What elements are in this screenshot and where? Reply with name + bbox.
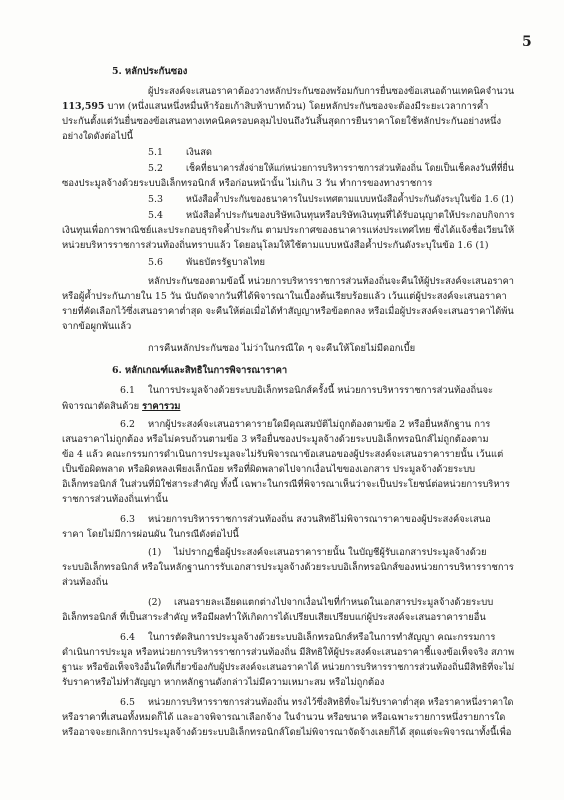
guarantee-amount: 113,595 (62, 101, 105, 112)
item-6-3-sub2-number: (2) (148, 597, 162, 608)
item-6-3-sub1-text: ส่วนท้องถิ่น (62, 577, 108, 588)
item-6-4-number: 6.4 (120, 632, 135, 643)
item-6-3-sub2-text: เสนอรายละเอียดแตกต่างไปจากเงื่อนไขที่กำหนดในเอกสารประมูลจ้างด้วยระบบ (174, 597, 494, 608)
no-interest-note: การคืนหลักประกันซอง ไม่ว่าในกรณีใด ๆ จะคืนให้โดยไม่มีดอกเบี้ย (148, 343, 416, 354)
page-number: 5 (522, 34, 532, 50)
return-paragraph-line: หลักประกันซองตามข้อนี้ หน่วยการบริหารราชการส่วนท้องถิ่นจะคืนให้ผู้ประสงค์จะเสนอราคา (148, 276, 514, 287)
item-6-2-text: หากผู้ประสงค์จะเสนอราคารายใดมีคุณสมบัติไม่ถูกต้องตามข้อ 2 หรือยื่นหลักฐาน การ (148, 419, 491, 430)
item-5-3-number: 5.3 (148, 194, 163, 205)
total-price-criterion: ราคารวม (142, 401, 181, 412)
item-5-6-text: พันธบัตรรัฐบาลไทย (186, 257, 265, 268)
item-5-2-number: 5.2 (148, 163, 163, 174)
return-paragraph-line: รายที่คัดเลือกไว้ซึ่งเสนอราคาต่ำสุด จะคืนให้ต่อเมื่อได้ทำสัญญาหรือข้อตกลง หรือเมื่อผู้ประสงค์จะเสนอราคาได้พ้น (62, 306, 514, 317)
item-6-1-text: ในการประมูลจ้างด้วยระบบอิเล็กทรอนิกส์ครั้งนี้ หน่วยการบริหารราชการส่วนท้องถิ่นจะ (148, 385, 494, 396)
item-6-1-number: 6.1 (120, 385, 135, 396)
section-5-intro-line: อย่างใดดังต่อไปนี้ (62, 131, 134, 142)
item-5-6-number: 5.6 (148, 257, 163, 268)
item-6-3-number: 6.3 (120, 514, 135, 525)
item-6-2-text: เสนอราคาไม่ถูกต้อง หรือไม่ครบถ้วนตามข้อ 3 หรือยื่นซองประมูลจ้างด้วยระบบอิเล็กทรอนิกส์ไม่ถูกต้องตาม (62, 434, 489, 445)
item-6-5-text: หรือราคาที่เสนอทั้งหมดก็ได้ และอาจพิจารณาเลือกจ้าง ในจำนวน หรือขนาด หรือเฉพาะรายการหนึ่งรายการใด (62, 712, 506, 723)
item-6-5-number: 6.5 (120, 697, 135, 708)
item-6-4-text: ในการตัดสินการประมูลจ้างด้วยระบบอิเล็กทรอนิกส์หรือในการทำสัญญา คณะกรรมการ (148, 632, 496, 643)
item-6-3-sub1-text: ไม่ปรากฏชื่อผู้ประสงค์จะเสนอราคารายนั้น ในบัญชีผู้รับเอกสารประมูลจ้างด้วย (174, 547, 487, 558)
item-6-3-sub1-number: (1) (148, 547, 162, 558)
item-6-4-text: ฐานะ หรือข้อเท็จจริงอื่นใดที่เกี่ยวข้องกับผู้ประสงค์จะเสนอราคาได้ หน่วยการบริหารราชการส่วนท้องถิ่นมีสิทธิที่จะไม่ (62, 662, 515, 673)
item-6-2-number: 6.2 (120, 419, 135, 430)
item-5-4-text: หนังสือค้ำประกันของบริษัทเงินทุนหรือบริษัทเงินทุนที่ได้รับอนุญาตให้ประกอบกิจการ (186, 210, 515, 221)
item-5-2-text: ซองประมูลจ้างด้วยระบบอิเล็กทรอนิกส์ หรือก่อนหน้านั้น ไม่เกิน 3 วัน ทำการของทางราชการ (62, 178, 433, 189)
item-6-3-text: ราคา โดยไม่มีการผ่อนผัน ในกรณีดังต่อไปนี้ (62, 529, 239, 540)
item-6-5-text: หน่วยการบริหารราชการส่วนท้องถิ่น ทรงไว้ซึ่งสิทธิที่จะไม่รับราคาต่ำสุด หรือราคาหนึ่งราคาใด (148, 697, 514, 708)
section-5-heading: 5. หลักประกันซอง (112, 66, 188, 77)
item-5-1-number: 5.1 (148, 147, 163, 158)
item-6-2-text: ข้อ 4 แล้ว คณะกรรมการดำเนินการประมูลจะไม่รับพิจารณาข้อเสนอของผู้ประสงค์จะเสนอราคารายนั้น เว้นแต่ (62, 449, 504, 460)
section-5-intro-line: 113,595 บาท (หนึ่งแสนหนึ่งหมื่นห้าร้อยเก้าสิบห้าบาทถ้วน) โดยหลักประกันซองจะต้องมีระยะเวลาการค้ำ (62, 101, 489, 112)
item-6-1-text: พิจารณาตัดสินด้วย ราคารวม (62, 401, 181, 412)
item-6-2-text: อิเล็กทรอนิกส์ ในส่วนที่มิใช่สาระสำคัญ ทั้งนี้ เฉพาะในกรณีที่พิจารณาเห็นว่าจะเป็นประโยชน์ต่อหน่วยการบริหาร (62, 479, 510, 490)
return-paragraph-line: หรือผู้ค้ำประกันภายใน 15 วัน นับถัดจากวันที่ได้พิจารณาในเบื้องต้นเรียบร้อยแล้ว เว้นแต่ผู้ประสงค์จะเสนอราคา (62, 291, 507, 302)
item-6-2-text: เป็นข้อผิดพลาด หรือผิดหลงเพียงเล็กน้อย หรือที่ผิดพลาดไปจากเงื่อนไขของเอกสาร ประมูลจ้างด้วยระบบ (62, 464, 476, 475)
section-6-heading: 6. หลักเกณฑ์และสิทธิในการพิจารณาราคา (112, 365, 288, 376)
item-5-4-text: เงินทุนเพื่อการพาณิชย์และประกอบธุรกิจค้ำประกัน ตามประกาศของธนาคารแห่งประเทศไทย ซึ่งได้แจ้งชื่อเวียนให้ (62, 225, 515, 236)
section-5-intro-line: ประกันตั้งแต่วันยื่นซองข้อเสนอทางเทคนิคครอบคลุมไปจนถึงวันสิ้นสุดการยืนราคาโดยใช้หลักประกันอย่างหนึ่ง (62, 116, 502, 127)
item-5-1-text: เงินสด (186, 147, 213, 158)
item-6-3-sub2-text: อิเล็กทรอนิกส์ ที่เป็นสาระสำคัญ หรือมีผลทำให้เกิดการได้เปรียบเสียเปรียบแก่ผู้ประสงค์จะเสนอราคารายอื่น (62, 612, 486, 623)
item-6-4-text: รับราคาหรือไม่ทำสัญญา หากหลักฐานดังกล่าวไม่มีความเหมาะสม หรือไม่ถูกต้อง (62, 677, 385, 688)
item-6-5-text: หรืออาจจะยกเลิกการประมูลจ้างด้วยระบบอิเล็กทรอนิกส์โดยไม่พิจารณาจัดจ้างเลยก็ได้ สุดแต่จะพิจารณาทั้งนี้เพื่อ (62, 727, 512, 738)
item-6-2-text: ราชการส่วนท้องถิ่นเท่านั้น (62, 494, 168, 505)
item-6-3-sub1-text: ระบบอิเล็กทรอนิกส์ หรือในหลักฐานการรับเอกสารประมูลจ้างด้วยระบบอิเล็กทรอนิกส์ของหน่วยการบริหารราชการ (62, 562, 514, 573)
item-5-4-number: 5.4 (148, 210, 163, 221)
item-6-4-text: ดำเนินการประมูล หรือหน่วยการบริหารราชการส่วนท้องถิ่น มีสิทธิให้ผู้ประสงค์จะเสนอราคาชี้แจงข้อเท็จจริง สภาพ (62, 647, 515, 658)
item-5-4-text: หน่วยบริหารราชการส่วนท้องถิ่นทราบแล้ว โดยอนุโลมให้ใช้ตามแบบหนังสือค้ำประกันดังระบุในข้อ 1.6 (1) (62, 240, 489, 251)
item-5-2-text: เช็คที่ธนาคารสั่งจ่ายให้แก่หน่วยการบริหารราชการส่วนท้องถิ่น โดยเป็นเช็คลงวันที่ที่ยื่น (186, 163, 514, 174)
section-5-intro-line: ผู้ประสงค์จะเสนอราคาต้องวางหลักประกันซองพร้อมกับการยื่นซองข้อเสนอด้านเทคนิคจำนวน (148, 86, 515, 97)
item-6-3-text: หน่วยการบริหารราชการส่วนท้องถิ่น สงวนสิทธิไม่พิจารณาราคาของผู้ประสงค์จะเสนอ (148, 514, 491, 525)
return-paragraph-line: จากข้อผูกพันแล้ว (62, 321, 132, 332)
item-5-3-text: หนังสือค้ำประกันของธนาคารในประเทศตามแบบหนังสือค้ำประกันดังระบุในข้อ 1.6 (1) (186, 194, 514, 205)
